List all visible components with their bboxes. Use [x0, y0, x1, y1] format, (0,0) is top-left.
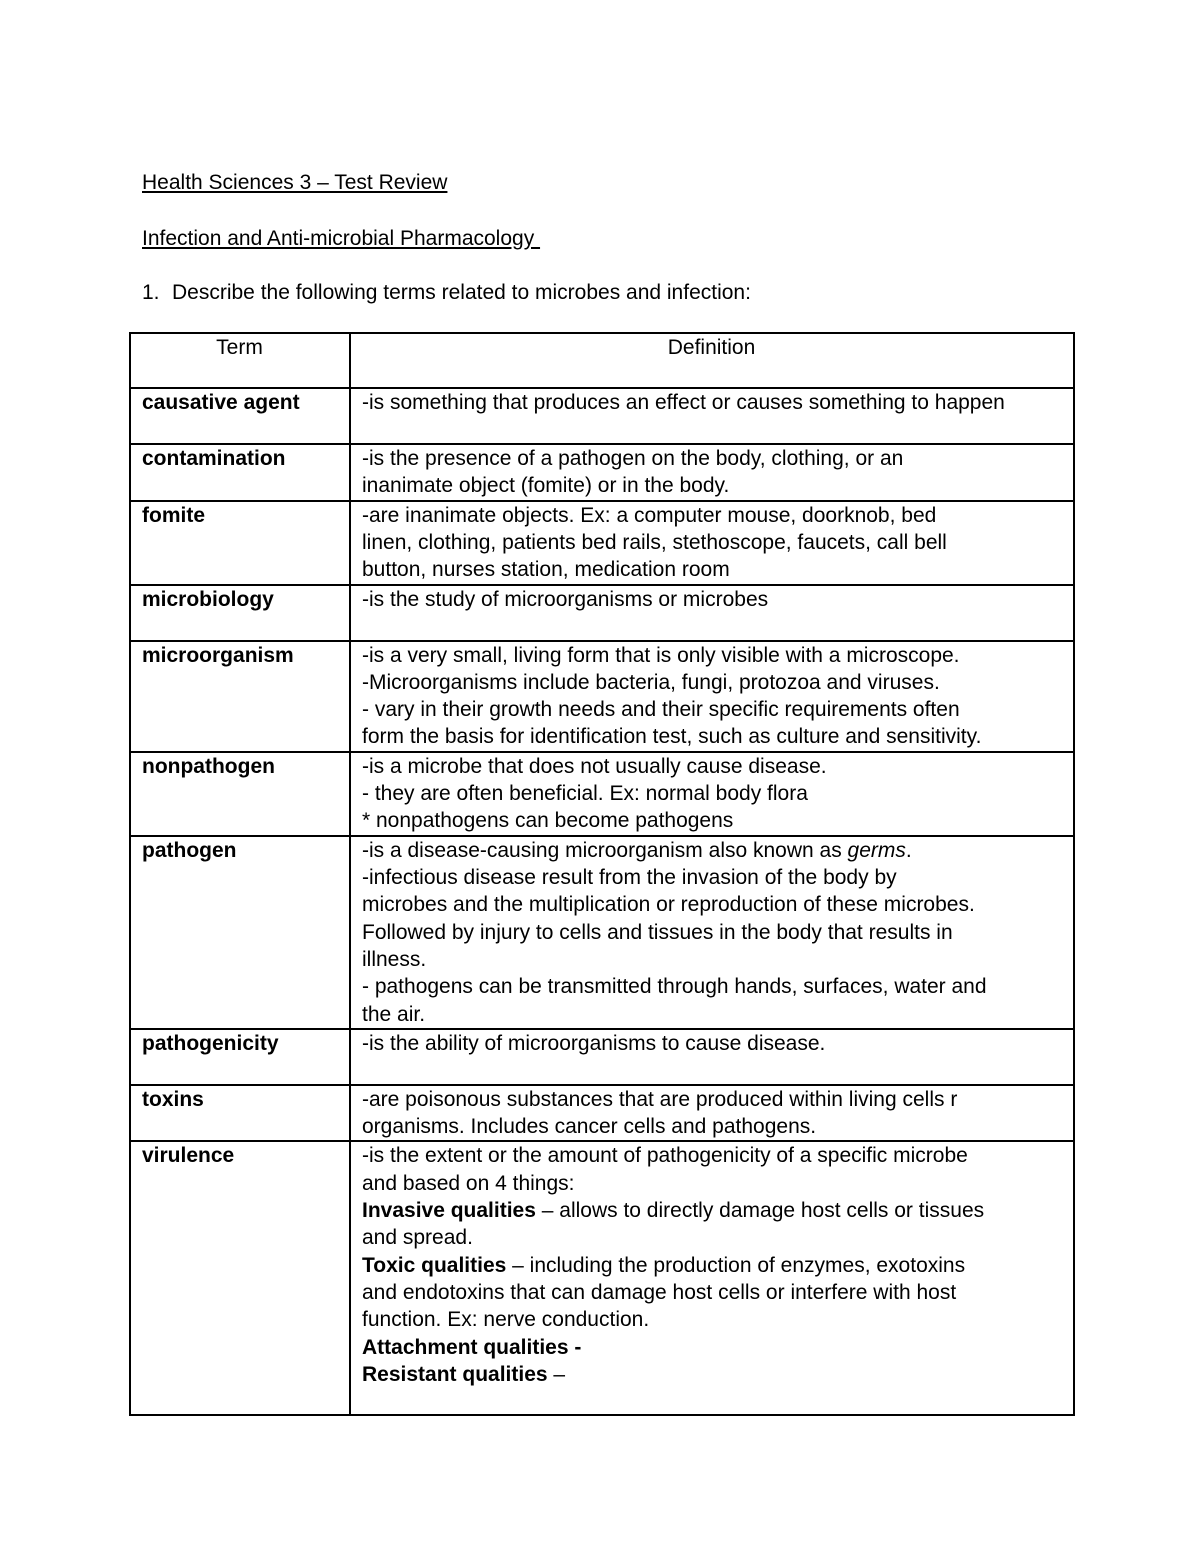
- term-cell: causative agent: [130, 388, 350, 444]
- definition-cell: [350, 836, 1074, 1029]
- definition-line: -is a very small, living form that is only visible with a microscope.: [362, 643, 960, 667]
- definition-line: organisms. Includes cancer cells and pathogens.: [362, 1115, 817, 1139]
- virulence-quality: [362, 1361, 1061, 1388]
- definition-line: linen, clothing, patients bed rails, stethoscope, faucets, call bell: [362, 530, 947, 554]
- virulence-quality: [362, 1334, 1061, 1361]
- quality-text: – including the production of enzymes, exotoxins: [506, 1253, 966, 1277]
- definition-line: and based on 4 things:: [362, 1171, 575, 1195]
- header-term: Term: [130, 333, 350, 388]
- definition-line: button, nurses station, medication room: [362, 558, 730, 582]
- definition-cell: [350, 752, 1074, 836]
- quality-text: – allows to directly damage host cells or tissues: [535, 1199, 985, 1223]
- table-row: [130, 1029, 1074, 1085]
- table-row: [130, 836, 1074, 1029]
- table-row: [130, 444, 1074, 501]
- table-header-row: [130, 333, 1074, 388]
- definition-cell: [350, 1085, 1074, 1142]
- table-row: [130, 1085, 1074, 1142]
- definition-line: -is the presence of a pathogen on the body, clothing, or an: [362, 447, 904, 470]
- term-cell: microbiology: [130, 585, 350, 641]
- question-text: Describe the following terms related to microbes and infection:: [172, 281, 751, 304]
- definition-line: - they are often beneficial. Ex: normal body flora: [362, 782, 808, 806]
- definition-line: [362, 837, 1061, 864]
- term-cell: fomite: [130, 501, 350, 585]
- table-row: [130, 388, 1074, 444]
- definition-line: and spread.: [362, 1226, 473, 1250]
- definition-emphasis: germs: [847, 838, 906, 862]
- definition-line: illness.: [362, 947, 427, 971]
- term-cell: toxins: [130, 1085, 350, 1142]
- table-row: [130, 752, 1074, 836]
- terms-table: [129, 332, 1075, 1416]
- term-cell: nonpathogen: [130, 752, 350, 836]
- quality-label: Invasive qualities: [362, 1199, 536, 1223]
- definition-line: inanimate object (fomite) or in the body.: [362, 474, 730, 498]
- definition-cell: [350, 585, 1074, 641]
- definition-text: -is a disease-causing microorganism also known as: [362, 838, 848, 862]
- quality-label: Resistant qualities: [362, 1362, 548, 1386]
- table-row: [130, 501, 1074, 585]
- definition-text: .: [905, 838, 912, 862]
- definition-line: Followed by injury to cells and tissues in the body that results in: [362, 920, 953, 944]
- definition-line: - pathogens can be transmitted through hands, surfaces, water and: [362, 975, 987, 999]
- virulence-quality: [362, 1197, 1061, 1224]
- definition-line: -Microorganisms include bacteria, fungi, protozoa and viruses.: [362, 670, 940, 694]
- definition-cell: [350, 388, 1074, 444]
- definition-line: -is the ability of microorganisms to cause disease.: [362, 1031, 826, 1055]
- table-row: [130, 1141, 1074, 1415]
- definition-cell: [350, 1029, 1074, 1085]
- definition-line: the air.: [362, 1002, 426, 1026]
- document-subtitle: Infection and Anti-microbial Pharmacology: [142, 227, 541, 250]
- quality-label: Attachment qualities -: [362, 1335, 582, 1359]
- quality-text: –: [547, 1362, 566, 1386]
- quality-label: Toxic qualities: [362, 1253, 507, 1277]
- definition-line: microbes and the multiplication or reproduction of these microbes.: [362, 893, 975, 917]
- definition-cell: [350, 1141, 1074, 1415]
- question-number: 1.: [142, 281, 160, 304]
- definition-line: -is the extent or the amount of pathogenicity of a specific microbe: [362, 1144, 968, 1168]
- table-row: [130, 641, 1074, 752]
- term-cell: pathogen: [130, 836, 350, 1029]
- definition-line: -infectious disease result from the invasion of the body by: [362, 866, 897, 890]
- definition-cell: [350, 501, 1074, 585]
- term-cell: contamination: [130, 444, 350, 501]
- header-definition: Definition: [350, 333, 1074, 388]
- definition-line: -is something that produces an effect or causes something to happen: [362, 391, 1005, 414]
- definition-line: and endotoxins that can damage host cells or interfere with host: [362, 1280, 957, 1304]
- definition-line: -is a microbe that does not usually cause disease.: [362, 754, 827, 778]
- term-cell: pathogenicity: [130, 1029, 350, 1085]
- definition-cell: [350, 444, 1074, 501]
- definition-line: form the basis for identification test, such as culture and sensitivity.: [362, 725, 982, 749]
- table-row: [130, 585, 1074, 641]
- definition-line: -are inanimate objects. Ex: a computer mouse, doorknob, bed: [362, 503, 937, 527]
- definition-line: function. Ex: nerve conduction.: [362, 1308, 650, 1332]
- virulence-quality: [362, 1252, 1061, 1279]
- definition-cell: [350, 641, 1074, 752]
- definition-line: -are poisonous substances that are produced within living cells r: [362, 1087, 958, 1111]
- definition-line: -is the study of microorganisms or microbes: [362, 587, 769, 611]
- definition-line: - vary in their growth needs and their specific requirements often: [362, 698, 960, 722]
- question-prompt: [142, 280, 751, 306]
- document-title: Health Sciences 3 – Test Review: [142, 171, 448, 194]
- definition-line: * nonpathogens can become pathogens: [362, 809, 734, 833]
- term-cell: virulence: [130, 1141, 350, 1415]
- term-cell: microorganism: [130, 641, 350, 752]
